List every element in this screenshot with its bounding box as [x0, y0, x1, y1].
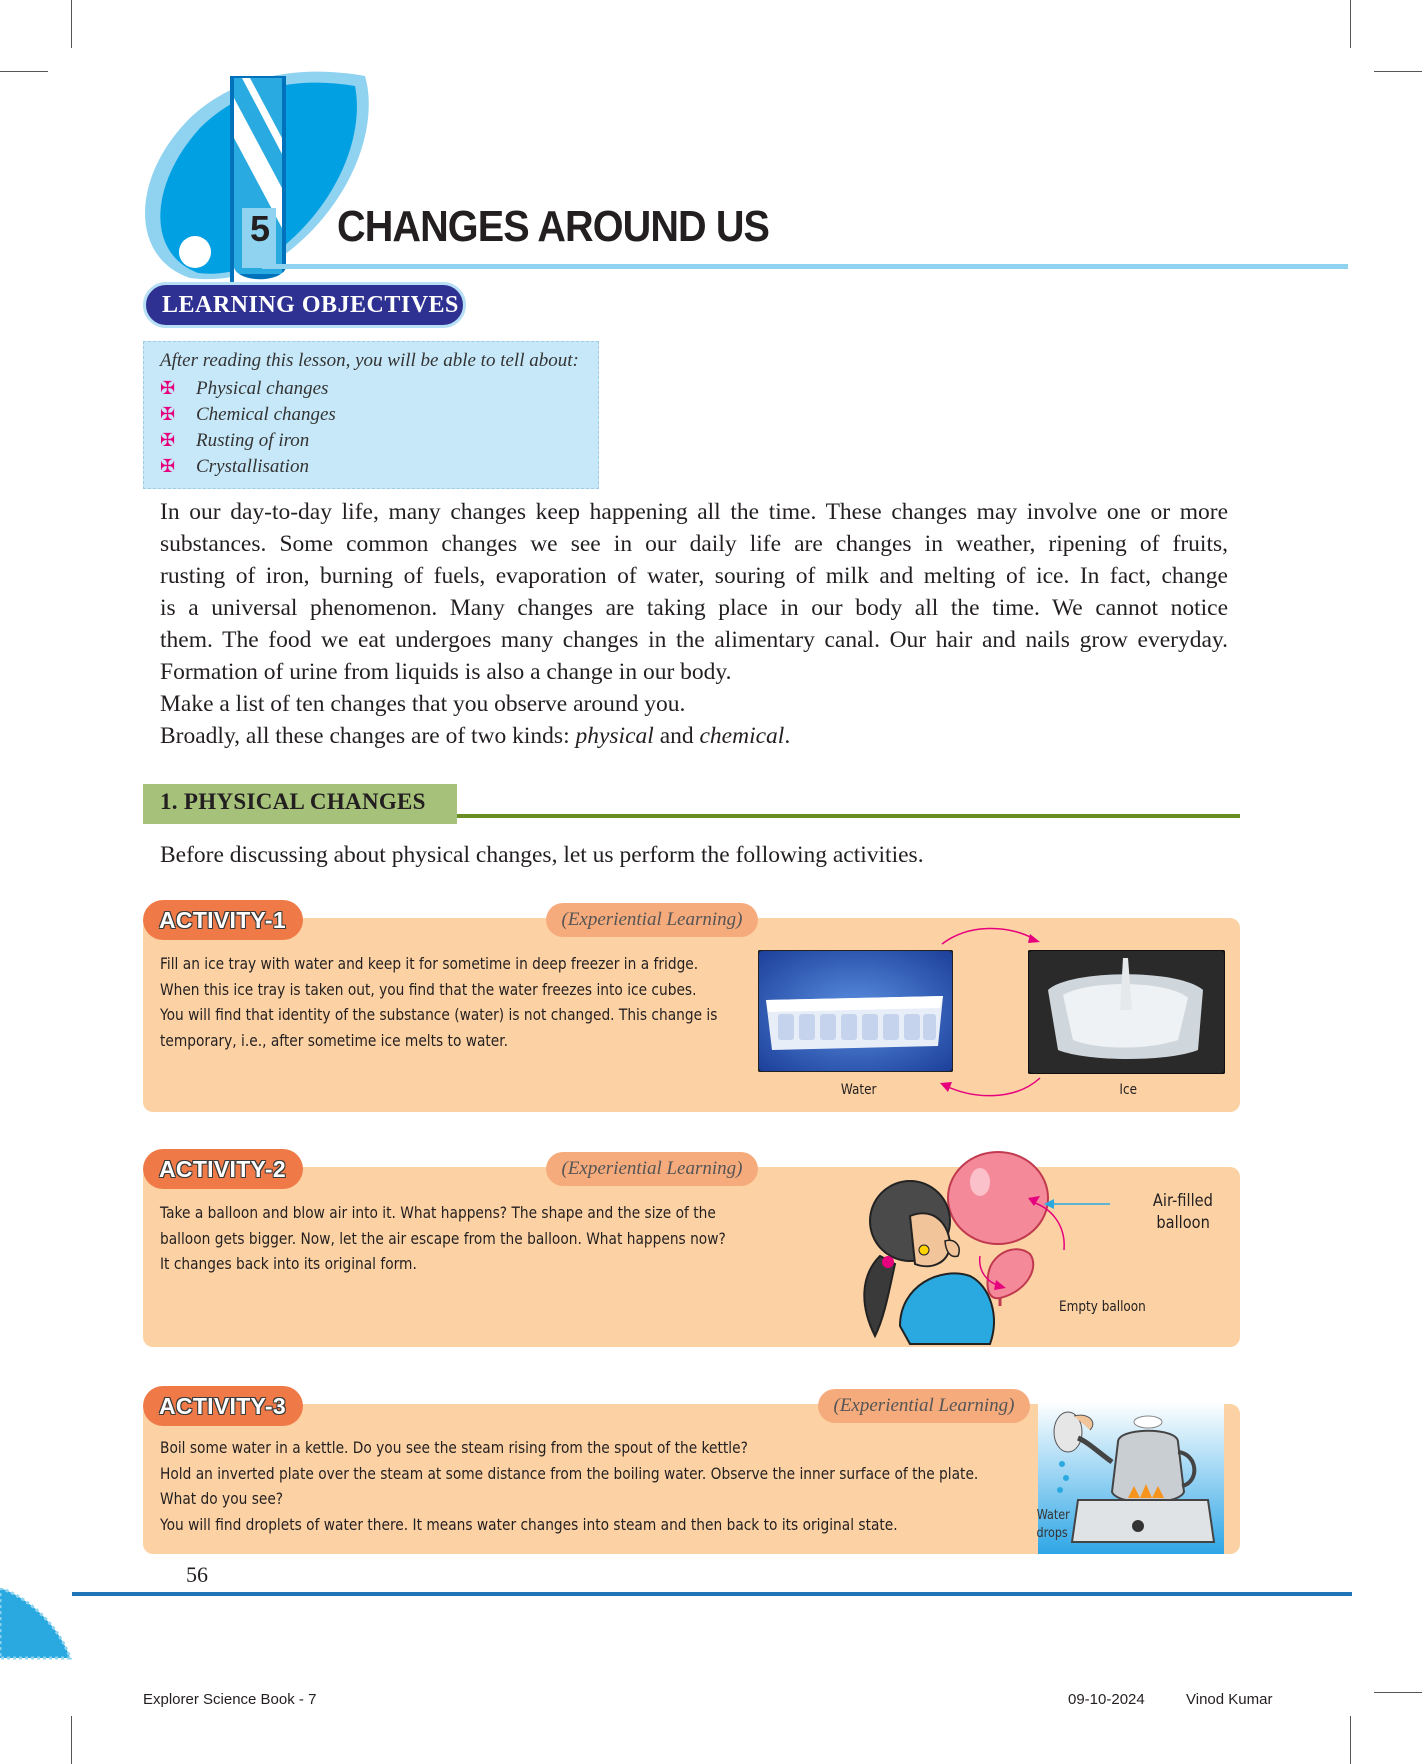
freeze-arrow-icon: [938, 924, 1048, 948]
water-drops-caption: Water: [1036, 1508, 1070, 1523]
activity-3-text: Boil some water in a kettle. Do you see the steam rising from the spout of the kettle? Hold an inverted plate over the steam at some distance from the boiling water. Observe the inner surface of the plate. What do you see? You will find droplets of water there. It means water changes into steam and then back to its original state.: [160, 1438, 979, 1534]
learning-objectives-box: After reading this lesson, you will be able to tell about: ✠ Physical changes ✠ Chemical changes ✠ Rusting of iron ✠ Crystallisation: [143, 341, 599, 489]
melt-arrow-icon: [936, 1074, 1046, 1102]
empty-balloon-caption: Empty balloon: [1059, 1299, 1146, 1315]
cross-bullet-icon: ✠: [160, 430, 176, 450]
chapter-number: 5: [249, 208, 271, 249]
activity-2-label: ACTIVITY-2: [143, 1149, 303, 1189]
crop-mark: [1374, 71, 1422, 72]
crop-mark: [71, 0, 72, 48]
section-heading: 1. PHYSICAL CHANGES: [160, 789, 426, 814]
intro-line: is a universal phenomenon. Many changes are taking place in our body all the time. We cannot notice: [160, 595, 1228, 621]
intro-line: Formation of urine from liquids is also a change in our body.: [160, 659, 732, 685]
activity-2-tag: (Experiential Learning): [546, 1152, 758, 1186]
footer-book-title: Explorer Science Book - 7: [143, 1691, 317, 1708]
activity-1-label: ACTIVITY-1: [143, 900, 303, 940]
crop-mark: [1350, 1716, 1351, 1764]
learning-objectives-heading: LEARNING OBJECTIVES: [143, 282, 466, 328]
cross-bullet-icon: ✠: [160, 456, 176, 476]
section-rule: [457, 814, 1240, 818]
crop-mark: [1374, 1692, 1422, 1693]
activity-2-text: Take a balloon and blow air into it. What happens? The shape and the size of the balloon gets bigger. Now, let the air escape from the balloon. What happens now? It changes back into its original form.: [160, 1203, 726, 1273]
intro-paragraph: [160, 496, 1228, 752]
chapter-title: CHANGES AROUND US: [337, 202, 770, 251]
page-number: 56: [186, 1562, 208, 1587]
air-filled-caption: balloon: [1156, 1213, 1210, 1233]
cross-bullet-icon: ✠: [160, 378, 176, 398]
intro-line: them. The food we eat undergoes many changes in the alimentary canal. Our hair and nails grow everyday.: [160, 627, 1228, 653]
crop-mark: [1350, 0, 1351, 48]
crop-mark: [0, 71, 48, 72]
activity-1-text: Fill an ice tray with water and keep it for sometime in deep freezer in a fridge. When this ice tray is taken out, you find that the water freezes into ice cubes. You will find that identity of the substance (water) is not changed. This change is temporary, i.e., after sometime ice melts to water.: [160, 954, 718, 1050]
learning-objectives-intro: After reading this lesson, you will be able to tell about:: [160, 350, 579, 371]
intro-line: In our day-to-day life, many changes keep happening all the time. These changes may involve one or more: [160, 499, 1228, 525]
section-lead: Before discussing about physical changes, let us perform the following activities.: [160, 842, 924, 868]
crop-mark: [71, 1716, 72, 1764]
chemical-term: chemical: [699, 723, 785, 749]
water-drops-caption: drops: [1036, 1526, 1068, 1541]
girl-blowing-balloon-image: [840, 1146, 1140, 1346]
title-rule: [262, 264, 1348, 269]
air-filled-caption: Air-filled: [1152, 1191, 1213, 1211]
activity-3-label: ACTIVITY-3: [143, 1386, 303, 1426]
footer-date: 09-10-2024: [1068, 1691, 1145, 1708]
ice-block-image: [1028, 950, 1225, 1074]
physical-term: physical: [575, 723, 654, 749]
corner-quarter-circle-decoration: [0, 1588, 72, 1660]
activity-3-tag: (Experiential Learning): [818, 1389, 1030, 1423]
cross-bullet-icon: ✠: [160, 404, 176, 424]
list-prompt: Make a list of ten changes that you observe around you.: [160, 691, 686, 717]
two-kinds-sentence: Broadly, all these changes are of two kinds: physical and chemical.: [160, 723, 791, 749]
water-caption: Water: [840, 1082, 877, 1098]
intro-line: substances. Some common changes we see in our daily life are changes in weather, ripening of fruits,: [160, 531, 1228, 557]
footer-author: Vinod Kumar: [1186, 1691, 1273, 1708]
ice-caption: Ice: [1119, 1082, 1138, 1098]
bottom-rule: [72, 1592, 1352, 1596]
activity-1-tag: (Experiential Learning): [546, 903, 758, 937]
ice-tray-image: [758, 950, 953, 1072]
intro-line: rusting of iron, burning of fuels, evaporation of water, souring of milk and melting of ice. In fact, change: [160, 563, 1228, 589]
